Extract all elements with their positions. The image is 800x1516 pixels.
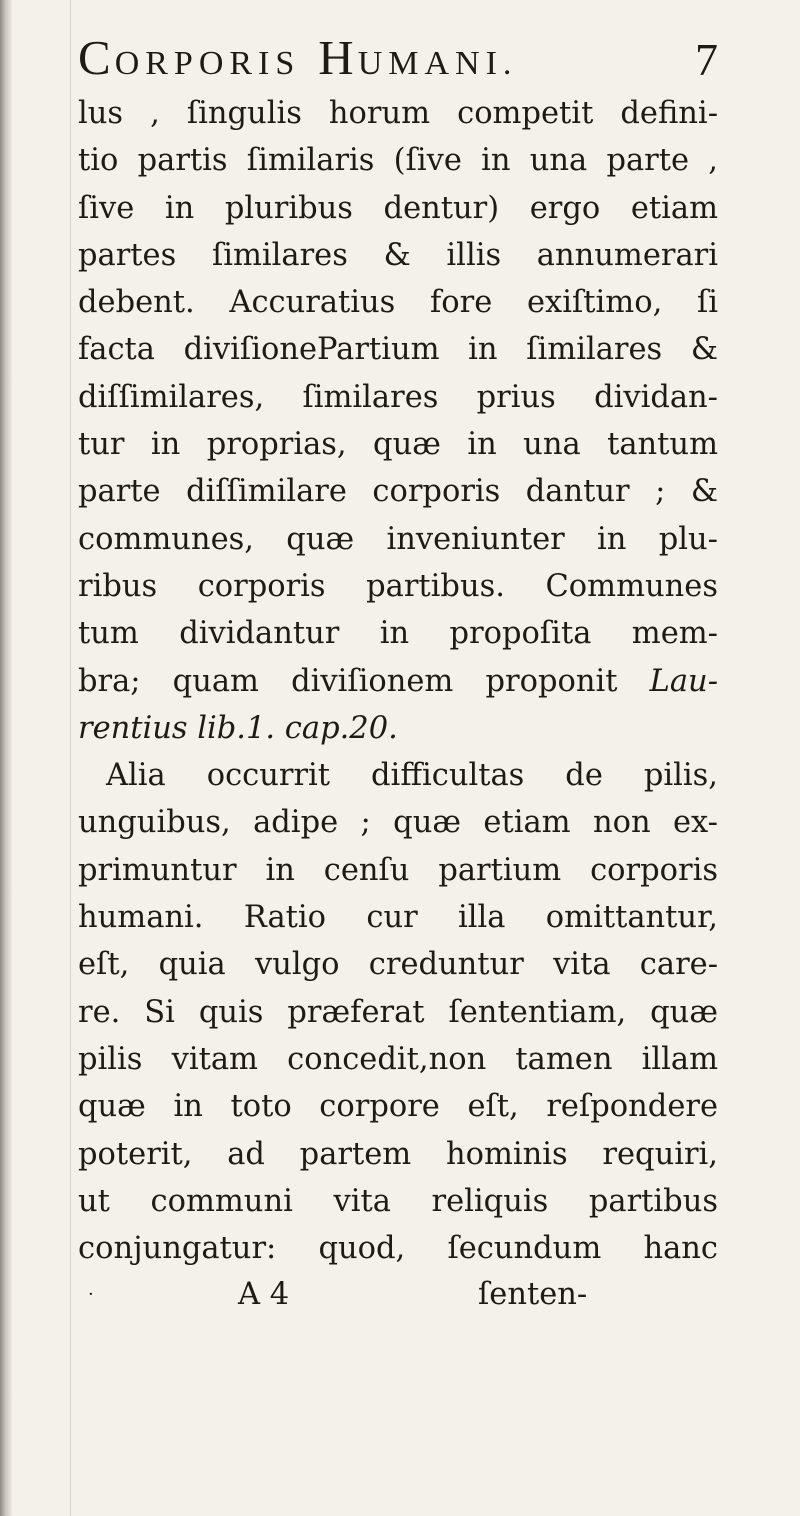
text-line-6: facta diviſionePartium in ſimilares & — [78, 332, 718, 368]
text-line-13-roman: bra; quam diviſionem proponit — [78, 663, 618, 699]
paragraph2-line-2: unguibus, adipe ; quæ etiam non ex- — [78, 805, 718, 841]
body-text — [78, 90, 718, 1272]
text-line-1: lus , ſingulis horum competit defini- — [78, 96, 718, 131]
binding-crease — [70, 0, 71, 1516]
author-name-lau: Lau- — [649, 663, 718, 699]
running-header — [78, 28, 718, 88]
catchword: ſenten- — [478, 1277, 588, 1313]
text-line-5: debent. Accuratius fore exiſtimo, ſi — [78, 285, 718, 321]
page-footer — [78, 1272, 718, 1318]
paragraph2-line-6: re. Si quis præferat ſententiam, quæ — [78, 994, 718, 1030]
text-line-3: ſive in pluribus dentur) ergo etiam — [78, 190, 718, 226]
paragraph2-line-7: pilis vitam concedit,non tamen illam — [78, 1041, 718, 1077]
paragraph2-line-5: eſt, quia vulgo creduntur vita care- — [78, 947, 718, 983]
text-line-8: tur in proprias, quæ in una tantum — [78, 427, 718, 463]
citation-laurentius: rentius lib.1. cap.20. — [78, 710, 398, 746]
text-line-2: tio partis ſimilaris (ſive in una parte , — [78, 143, 718, 179]
paragraph2-line-8: quæ in toto corpore eſt, reſpondere — [78, 1089, 718, 1125]
footer-mark: · — [88, 1284, 94, 1306]
running-title-initial-h: H — [318, 30, 358, 85]
paragraph2-line-4: humani. Ratio cur illa omittantur, — [78, 900, 718, 936]
text-line-10: communes, quæ inveniunter in plu- — [78, 521, 718, 557]
text-line-12: tum dividantur in propoſita mem- — [78, 616, 718, 652]
running-title-word-humani: UMANI. — [357, 45, 518, 82]
running-title-initial-c: C — [78, 30, 115, 85]
binding-gutter-shadow — [0, 0, 12, 1516]
book-page — [78, 28, 718, 1318]
text-line-11: ribus corporis partibus. Communes — [78, 568, 718, 604]
page-number: 7 — [695, 34, 718, 85]
paragraph2-line-9: poterit, ad partem hominis requiri, — [78, 1136, 718, 1172]
paragraph2-line-10: ut communi vita reliquis partibus — [78, 1183, 718, 1219]
signature-mark: A 4 — [238, 1277, 290, 1313]
text-line-13 — [78, 658, 718, 705]
paragraph2-line-1: Alia occurrit difficultas de pilis, — [106, 758, 718, 794]
running-title — [78, 30, 517, 85]
paragraph2-line-3: primuntur in cenſu partium corporis — [78, 852, 718, 888]
text-line-7: diſſimilares, ſimilares prius dividan- — [78, 379, 718, 415]
text-line-4: partes ſimilares & illis annumerari — [78, 237, 718, 273]
text-line-9: parte diſſimilare corporis dantur ; & — [78, 474, 718, 510]
running-title-word-corporis: ORPORIS — [114, 45, 301, 82]
paragraph2-line-11: conjungatur: quod, ſecundum hanc — [78, 1231, 718, 1267]
